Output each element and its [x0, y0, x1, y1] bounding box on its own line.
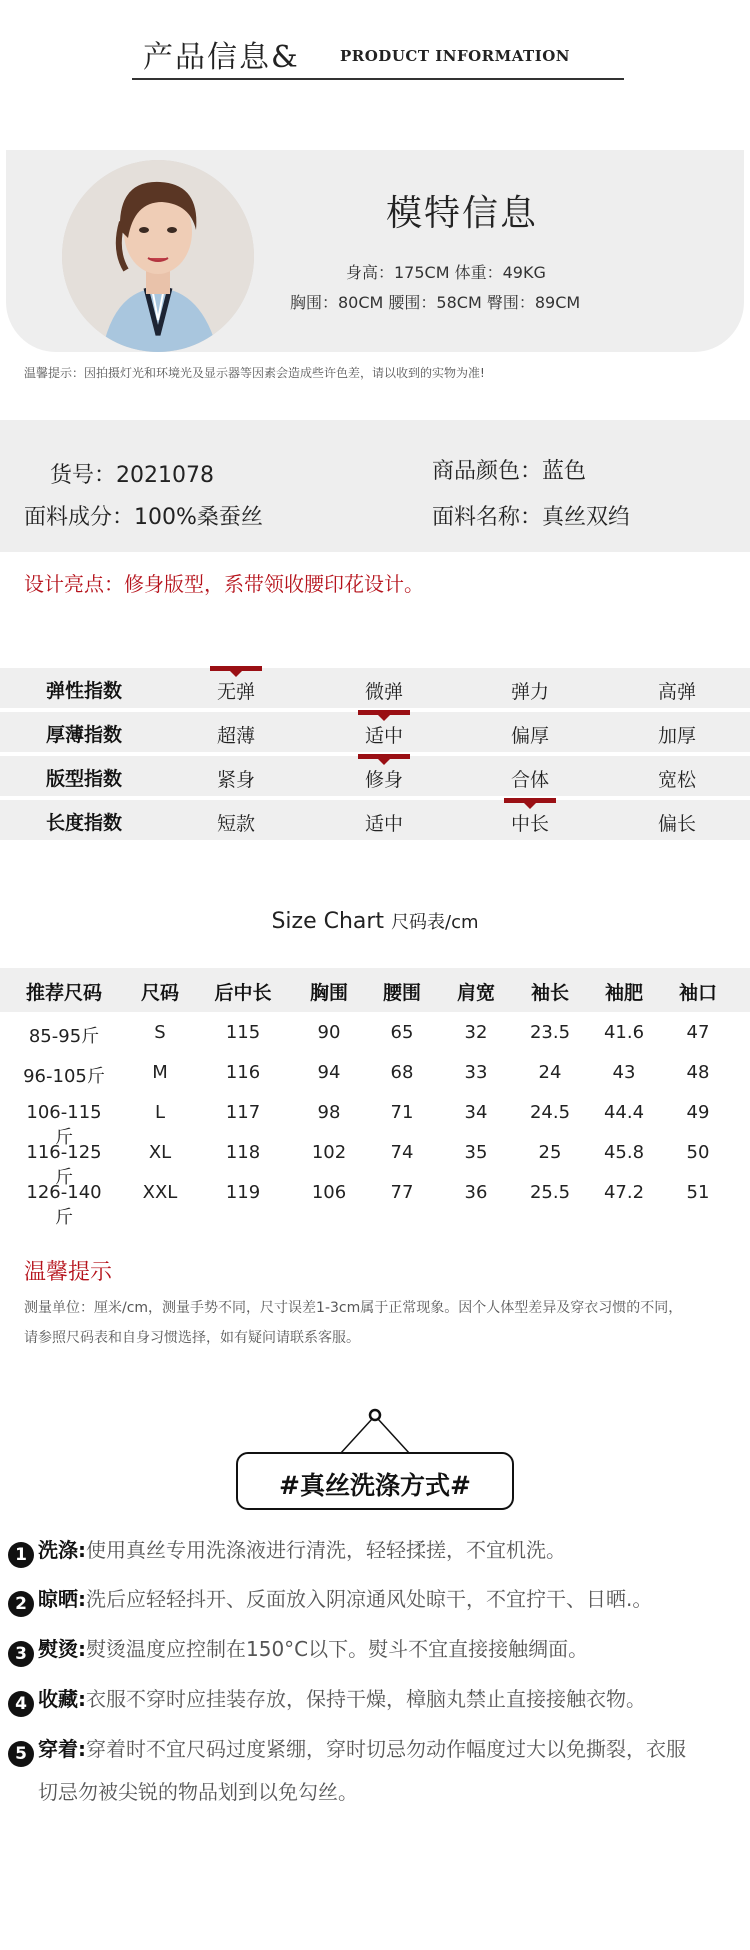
- index-option: 短款: [216, 813, 255, 835]
- index-row-thickness: [0, 712, 750, 752]
- number-badge-icon: 3: [8, 1641, 34, 1667]
- size-chart-title: [0, 908, 750, 934]
- index-label: 弹性指数: [46, 680, 123, 702]
- size-chart-title-en: Size Chart: [271, 909, 385, 934]
- column-header: 袖肥: [604, 982, 643, 1004]
- warm-tip-line: 测量单位：厘米/cm，测量手势不同，尺寸误差1-3cm属于正常现象。因个人体型差异及穿衣习惯的不同，: [24, 1300, 683, 1316]
- table-cell: 47.2: [603, 1182, 645, 1203]
- index-option: 紧身: [216, 769, 255, 791]
- care-item-wear: [8, 1733, 748, 1767]
- header-title-en: PRODUCT INFORMATION: [340, 47, 571, 65]
- table-cell: 25: [538, 1142, 562, 1163]
- index-option: 宽松: [657, 769, 696, 791]
- column-header: 胸围: [309, 982, 348, 1004]
- table-cell: 74: [390, 1142, 414, 1163]
- care-text: 洗后应轻轻抖开、反面放入阴凉通风处晾干，不宜拧干、日晒.。: [86, 1587, 653, 1611]
- index-option: 超薄: [216, 725, 255, 747]
- table-cell: 24: [538, 1062, 562, 1083]
- table-row: [0, 1052, 750, 1092]
- table-cell: 25.5: [529, 1182, 571, 1203]
- index-option: 适中: [364, 725, 403, 747]
- warm-tip-title: 温馨提示: [24, 1260, 113, 1285]
- number-badge-icon: 2: [8, 1591, 34, 1617]
- care-label: 穿着:: [38, 1737, 86, 1761]
- column-header: 肩宽: [456, 982, 495, 1004]
- index-option: 修身: [364, 769, 403, 791]
- table-cell: 96-105斤: [23, 1066, 105, 1087]
- table-cell: 33: [464, 1062, 488, 1083]
- index-option: 微弹: [364, 681, 403, 703]
- number-badge-icon: 4: [8, 1691, 34, 1717]
- index-option: 高弹: [657, 681, 696, 703]
- index-option: 弹力: [510, 681, 549, 703]
- model-portrait-image: [62, 160, 254, 352]
- table-cell: 23.5: [529, 1022, 571, 1043]
- table-cell: 47: [686, 1022, 710, 1043]
- care-text: 使用真丝专用洗涤液进行清洗，轻轻揉搓，不宜机洗。: [86, 1538, 566, 1562]
- index-label: 厚薄指数: [46, 724, 123, 746]
- selected-marker: [504, 798, 556, 803]
- table-cell: S: [154, 1022, 166, 1043]
- column-header: 腰围: [382, 982, 421, 1004]
- table-cell: 119: [225, 1182, 261, 1203]
- warm-tip-line: 请参照尺码表和自身习惯选择，如有疑问请联系客服。: [24, 1330, 360, 1346]
- index-row-elasticity: [0, 668, 750, 708]
- column-header: 袖长: [530, 982, 569, 1004]
- table-cell: 34: [464, 1102, 488, 1123]
- table-cell: 117: [225, 1102, 261, 1123]
- table-cell: 44.4: [603, 1102, 645, 1123]
- selected-marker: [358, 754, 410, 759]
- care-item-store: [8, 1683, 748, 1717]
- table-cell: 77: [390, 1182, 414, 1203]
- table-cell: 65: [390, 1022, 414, 1043]
- selected-marker: [210, 666, 262, 671]
- product-color: 商品颜色：蓝色: [432, 459, 587, 484]
- number-badge-icon: 5: [8, 1741, 34, 1767]
- table-cell: 43: [612, 1062, 636, 1083]
- table-cell: 35: [464, 1142, 488, 1163]
- index-option: 中长: [510, 813, 549, 835]
- table-row: [0, 1172, 750, 1228]
- table-row: [0, 1132, 750, 1188]
- table-cell: 51: [686, 1182, 710, 1203]
- model-measurements-2: 胸围：80CM 腰围：58CM 臀围：89CM: [290, 293, 581, 312]
- item-number: 货号：2021078: [50, 463, 214, 488]
- care-item-dry: [8, 1583, 748, 1617]
- care-label: 晾晒:: [38, 1587, 86, 1611]
- fabric-composition: 面料成分：100%桑蚕丝: [24, 505, 263, 530]
- table-cell: 94: [317, 1062, 341, 1083]
- table-row: [0, 1092, 750, 1148]
- table-cell: 50: [686, 1142, 710, 1163]
- model-measurements-1: 身高：175CM 体重：49KG: [346, 263, 546, 282]
- fabric-name: 面料名称：真丝双绉: [432, 505, 631, 530]
- care-text: 熨烫温度应控制在150°C以下。熨斗不宜直接接触绸面。: [86, 1637, 589, 1661]
- care-item-wash: [8, 1534, 748, 1568]
- table-cell: 48: [686, 1062, 710, 1083]
- index-option: 无弹: [216, 681, 255, 703]
- index-option: 偏厚: [510, 725, 549, 747]
- table-cell: 116-125斤: [26, 1142, 102, 1188]
- care-item-iron: [8, 1633, 748, 1667]
- header-underline: [132, 78, 624, 80]
- table-cell: XL: [148, 1142, 172, 1163]
- index-label: 版型指数: [46, 768, 123, 790]
- care-text: 穿着时不宜尺码过度紧绷，穿时切忌勿动作幅度过大以免撕裂，衣服: [86, 1737, 686, 1761]
- table-cell: 118: [225, 1142, 261, 1163]
- column-header: 尺码: [140, 982, 179, 1004]
- table-cell: 126-140斤: [26, 1182, 102, 1228]
- color-tip: 温馨提示：因拍摄灯光和环境光及显示器等因素会造成些许色差，请以收到的实物为准!: [24, 366, 485, 380]
- care-label: 洗涤:: [38, 1538, 86, 1562]
- selected-marker: [358, 710, 410, 715]
- index-label: 长度指数: [46, 812, 123, 834]
- index-row-fit: [0, 756, 750, 796]
- care-text-continued: 切忌勿被尖锐的物品划到以免勾丝。: [38, 1780, 358, 1804]
- table-cell: 24.5: [529, 1102, 571, 1123]
- care-text: 衣服不穿时应挂装存放，保持干燥，樟脑丸禁止直接接触衣物。: [86, 1687, 646, 1711]
- table-cell: 98: [317, 1102, 341, 1123]
- table-cell: 32: [464, 1022, 488, 1043]
- table-cell: 49: [686, 1102, 710, 1123]
- table-cell: 45.8: [603, 1142, 645, 1163]
- table-cell: 115: [225, 1022, 261, 1043]
- wash-title: #真丝洗涤方式#: [279, 1471, 471, 1500]
- index-option: 加厚: [657, 725, 696, 747]
- table-cell: 68: [390, 1062, 414, 1083]
- table-cell: 90: [317, 1022, 341, 1043]
- index-option: 适中: [364, 813, 403, 835]
- header: [0, 26, 750, 86]
- table-cell: 106-115斤: [26, 1102, 102, 1148]
- column-header: 推荐尺码: [25, 982, 102, 1004]
- table-row: [0, 1012, 750, 1052]
- size-chart-title-cn: 尺码表/cm: [391, 912, 479, 933]
- number-badge-icon: 1: [8, 1542, 34, 1568]
- table-cell: 85-95斤: [28, 1026, 100, 1047]
- table-cell: 116: [225, 1062, 261, 1083]
- table-cell: 106: [311, 1182, 347, 1203]
- table-cell: M: [152, 1062, 168, 1083]
- index-option: 合体: [510, 769, 549, 791]
- table-cell: 71: [390, 1102, 414, 1123]
- table-cell: L: [154, 1102, 166, 1123]
- size-table-header: [0, 968, 750, 1012]
- column-header: 袖口: [678, 982, 717, 1004]
- hanger-icon: [330, 1406, 420, 1456]
- table-cell: XXL: [142, 1182, 178, 1203]
- table-cell: 41.6: [603, 1022, 645, 1043]
- model-title: 模特信息: [386, 193, 539, 234]
- index-row-length: [0, 800, 750, 840]
- care-label: 熨烫:: [38, 1637, 86, 1661]
- header-title-cn: 产品信息&: [143, 40, 300, 75]
- care-label: 收藏:: [38, 1687, 86, 1711]
- model-avatar: [62, 160, 254, 352]
- column-header: 后中长: [214, 982, 272, 1004]
- design-highlight: 设计亮点：修身版型，系带领收腰印花设计。: [24, 572, 424, 596]
- table-cell: 36: [464, 1182, 488, 1203]
- index-option: 偏长: [657, 813, 696, 835]
- table-cell: 102: [311, 1142, 347, 1163]
